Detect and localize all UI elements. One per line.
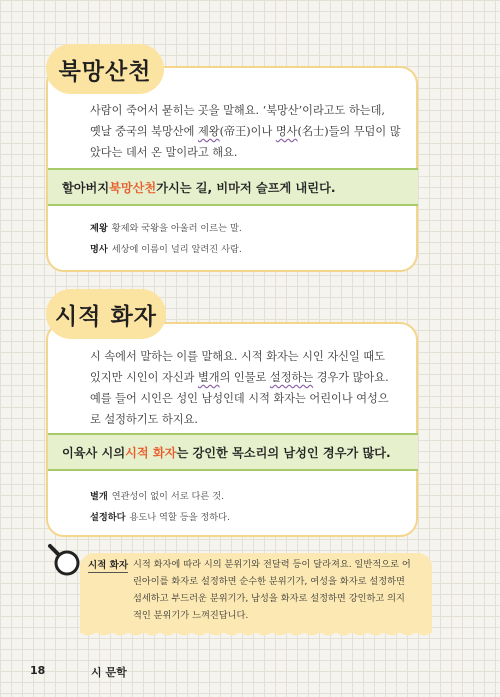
body-line: 시 속에서 말하는 이를 말해요. 시적 화자는 시인 자신일 때도 [90, 350, 385, 363]
highlighted-term: 설정하는 [269, 371, 314, 384]
example-sentence-1 [48, 168, 418, 206]
body-line: 로 설정하기도 하지요. [90, 413, 198, 426]
body-line [90, 367, 408, 388]
sentence-text: 가시는 길, 비마저 슬프게 내린다. [156, 180, 336, 195]
highlighted-term: 명사 [275, 125, 298, 138]
glossary-term: 설정하다 [90, 512, 126, 523]
tip-line: 시적 화자에 따라 시의 분위기와 전달력 등이 달라져요. 일반적으로 어 [133, 559, 411, 570]
glossary-item [90, 239, 390, 260]
glossary-1 [90, 218, 390, 260]
glossary-term: 제왕 [90, 223, 108, 234]
highlighted-term: 별개 [197, 371, 220, 384]
body-line: 예를 들어 시인은 성인 남성인데 시적 화자는 어린이나 여성으 [90, 392, 389, 405]
tip-line: 섬세하고 부드러운 분위기가, 남성을 화자로 설정하면 강인하고 의지 [133, 593, 405, 604]
section2-body [90, 346, 408, 430]
glossary-2 [90, 486, 390, 528]
page-number: 18 [30, 664, 46, 677]
body-line: 사람이 죽어서 묻히는 곳을 말해요. ‘북망산’이라고도 하는데, [90, 104, 385, 117]
section-title-2: 시적 화자 [46, 289, 166, 339]
text-fragment: (帝王)이나 [219, 125, 276, 138]
text-fragment: 경우가 많아요. [313, 371, 389, 384]
body-line: 았다는 데서 온 말이라고 해요. [90, 146, 238, 159]
sentence-text: 할아버지 [62, 180, 110, 195]
tip-line: 린아이를 화자로 설정하면 순수한 분위기가, 여성을 화자로 설정하면 [133, 576, 405, 587]
tip-text [133, 556, 423, 624]
text-fragment: 의 인물로 [219, 371, 270, 384]
text-fragment: (名士)들의 무덤이 많 [297, 125, 401, 138]
glossary-definition: 황제와 국왕을 아울러 이르는 말. [111, 223, 242, 234]
sentence-keyword: 시적 화자 [125, 445, 177, 460]
text-fragment: 옛날 중국의 북망산에 [90, 125, 198, 138]
magnifier-icon [44, 540, 84, 580]
chapter-title: 시 문학 [91, 666, 127, 679]
glossary-term: 별개 [90, 491, 108, 502]
tip-title: 시적 화자 [88, 557, 128, 573]
section-title-1: 북망산천 [46, 44, 164, 94]
glossary-definition: 용도나 역할 등을 정하다. [129, 512, 230, 523]
glossary-item [90, 486, 390, 507]
body-line [90, 121, 408, 142]
highlighted-term: 제왕 [197, 125, 220, 138]
section1-body [90, 100, 408, 163]
tip-line: 적인 분위기가 느껴진답니다. [133, 610, 249, 621]
glossary-item [90, 218, 390, 239]
tip-wave-edge [80, 629, 432, 639]
glossary-item [90, 507, 390, 528]
glossary-term: 명사 [90, 244, 108, 255]
sentence-text: 이육사 시의 [62, 445, 126, 460]
glossary-definition: 세상에 이름이 널리 알려진 사람. [111, 244, 242, 255]
text-fragment: 있지만 시인이 자신과 [90, 371, 198, 384]
example-sentence-2 [48, 433, 418, 471]
sentence-text: 는 강인한 목소리의 남성인 경우가 많다. [176, 445, 391, 460]
sentence-keyword: 북망산천 [109, 180, 157, 195]
glossary-definition: 연관성이 없이 서로 다른 것. [111, 491, 224, 502]
